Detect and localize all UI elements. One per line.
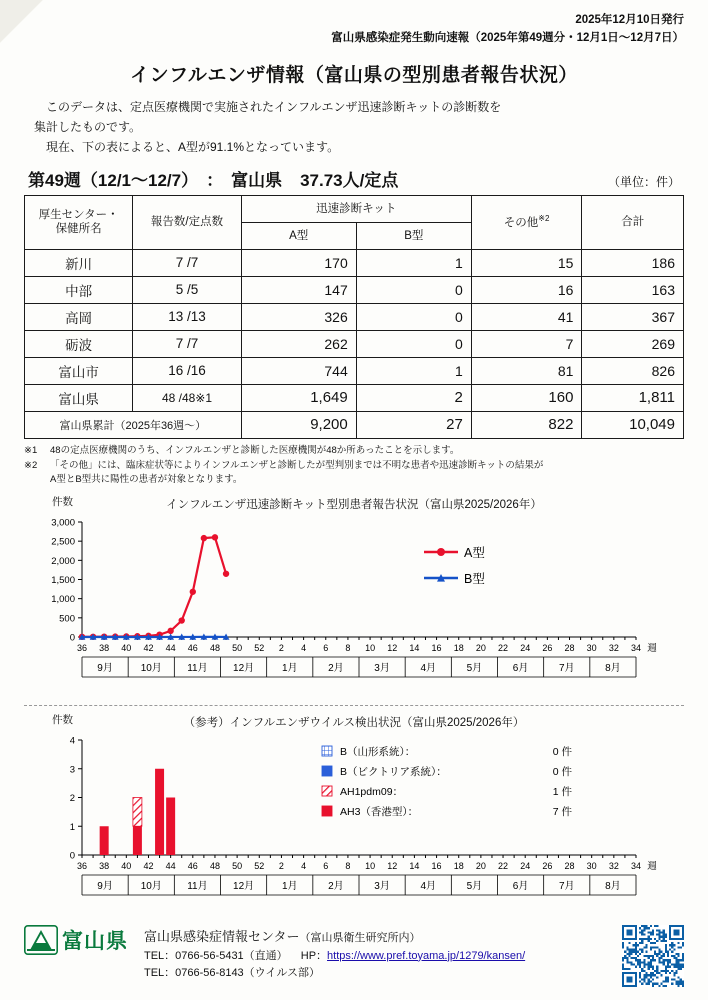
svg-text:28: 28 — [564, 642, 575, 653]
bar-chart-title: （参考）インフルエンザウイルス検出状況（富山県2025/2026年） — [183, 716, 525, 729]
hp-label: HP： — [300, 949, 328, 962]
svg-text:36: 36 — [76, 860, 88, 871]
qr-code-icon — [622, 925, 684, 987]
svg-text:46: 46 — [187, 642, 198, 653]
table-row — [25, 330, 684, 357]
line-chart — [24, 512, 684, 697]
th-center-l2: 保健所名 — [55, 223, 102, 236]
cell-other: 822 — [471, 411, 582, 438]
cell-reports: 13 /13 — [133, 303, 241, 330]
svg-text:4月: 4月 — [420, 880, 437, 892]
th-other: その他$^{※2}$ — [471, 195, 582, 249]
th-total: 合計 — [582, 195, 684, 249]
svg-text:2: 2 — [278, 642, 284, 653]
cell-name-cumulative: 富山県累計（2025年36週〜） — [25, 411, 242, 438]
document-footer — [24, 925, 684, 987]
svg-text:1月: 1月 — [281, 662, 298, 674]
svg-text:38: 38 — [99, 860, 110, 871]
cell-total: 163 — [582, 276, 684, 303]
th-center-l1: 厚生センター・ — [38, 208, 119, 221]
svg-text:26: 26 — [542, 860, 553, 871]
svg-text:50: 50 — [232, 860, 243, 871]
svg-text:24: 24 — [520, 860, 531, 871]
svg-text:2: 2 — [69, 792, 75, 804]
table-footnotes — [24, 444, 684, 488]
svg-text:10月: 10月 — [140, 662, 162, 674]
svg-text:3月: 3月 — [374, 880, 390, 892]
svg-text:10: 10 — [365, 642, 376, 653]
bar-chart — [24, 730, 684, 915]
cell-a: 744 — [241, 357, 356, 384]
svg-text:3,000: 3,000 — [51, 517, 75, 529]
svg-text:46: 46 — [187, 860, 198, 871]
cell-name: 富山県 — [25, 384, 133, 411]
toyama-logo — [24, 925, 144, 955]
svg-text:4: 4 — [301, 642, 307, 653]
svg-text:26: 26 — [542, 642, 553, 653]
rate-value: 37.73人/定点 — [300, 170, 399, 190]
lead-line-1: このデータは、定点医療機関で実施されたインフルエンザ迅速診断キットの診断数を — [46, 99, 502, 114]
svg-text:42: 42 — [143, 860, 154, 871]
svg-text:2,500: 2,500 — [51, 536, 75, 548]
footnote-2 — [24, 459, 684, 474]
footnote-2-text: 「その他」には、臨床症状等によりインフルエンザと診断したが型判別までは不明な患者や迅速診断キットの結果が — [50, 459, 544, 471]
cell-reports: 7 /7 — [133, 249, 241, 276]
cell-reports: 7 /7 — [133, 330, 241, 357]
cell-name: 中部 — [25, 276, 133, 303]
svg-text:2月: 2月 — [328, 880, 344, 892]
svg-text:10月: 10月 — [140, 880, 162, 892]
svg-text:38: 38 — [99, 642, 110, 653]
svg-text:22: 22 — [498, 642, 509, 653]
svg-text:A型: A型 — [464, 545, 485, 560]
table-row — [25, 357, 684, 384]
svg-text:6: 6 — [323, 860, 329, 871]
svg-text:9月: 9月 — [97, 880, 113, 892]
svg-text:AH3（香港型）：: AH3（香港型）： — [340, 805, 419, 818]
lead-paragraph — [34, 97, 678, 158]
svg-text:2月: 2月 — [328, 662, 344, 674]
table-row — [25, 303, 684, 330]
svg-text:8: 8 — [345, 642, 351, 653]
footnote-1-text: 48の定点医療機関のうち、インフルエンザと診断した医療機関が48か所あったことを示します。 — [50, 444, 460, 456]
svg-text:40: 40 — [121, 860, 132, 871]
svg-text:1,000: 1,000 — [51, 594, 75, 606]
org-sub: （富山県衛生研究所内） — [299, 931, 421, 944]
cell-a: 262 — [241, 330, 356, 357]
lead-line-3: 現在、下の表によると、A型が91.1%となっています。 — [46, 140, 340, 155]
svg-text:18: 18 — [453, 860, 464, 871]
svg-text:2,000: 2,000 — [51, 555, 75, 567]
svg-text:1 件: 1 件 — [552, 785, 572, 798]
cell-total: 826 — [582, 357, 684, 384]
cell-total: 10,049 — [582, 411, 684, 438]
pref-label: 富山県 — [231, 170, 283, 190]
svg-text:8: 8 — [345, 860, 351, 871]
svg-text:6: 6 — [323, 642, 329, 653]
svg-text:2: 2 — [278, 860, 284, 871]
svg-text:16: 16 — [431, 642, 442, 653]
cell-name: 新川 — [25, 249, 133, 276]
svg-text:6月: 6月 — [512, 880, 529, 892]
svg-text:30: 30 — [586, 642, 597, 653]
footnote-1 — [24, 444, 684, 459]
svg-text:30: 30 — [586, 860, 597, 871]
mountain-logo-icon — [24, 925, 58, 955]
tel1: TEL：0766-56-5431（直通） — [144, 949, 288, 962]
table-row — [25, 384, 684, 411]
cell-reports: 5 /5 — [133, 276, 241, 303]
document-header — [24, 12, 684, 48]
svg-text:36: 36 — [76, 642, 88, 653]
cell-name: 富山市 — [25, 357, 133, 384]
table-row — [25, 249, 684, 276]
cell-b: 27 — [356, 411, 471, 438]
svg-text:24: 24 — [520, 642, 531, 653]
cell-b: 0 — [356, 276, 471, 303]
bulletin-line: 富山県感染症発生動向速報（2025年第49週分・12月1日〜12月7日） — [331, 31, 684, 44]
cell-reports: 16 /16 — [133, 357, 241, 384]
cell-a: 9,200 — [241, 411, 356, 438]
svg-text:44: 44 — [165, 860, 176, 871]
hp-link[interactable]: https://www.pref.toyama.jp/1279/kansen/ — [327, 949, 526, 962]
svg-text:48: 48 — [209, 642, 220, 653]
svg-text:8月: 8月 — [605, 880, 621, 892]
org-name: 富山県感染症情報センター — [144, 928, 300, 944]
svg-text:34: 34 — [630, 642, 642, 653]
svg-text:12: 12 — [387, 860, 398, 871]
influenza-table — [24, 195, 684, 439]
svg-text:14: 14 — [409, 860, 420, 871]
cell-name: 砺波 — [25, 330, 133, 357]
svg-text:5月: 5月 — [466, 662, 483, 674]
cell-total: 1,811 — [582, 384, 684, 411]
table-body — [25, 249, 684, 438]
issue-date: 2025年12月10日発行 — [575, 14, 684, 26]
tel-hp-line — [144, 948, 616, 966]
footnote-1-label: ※1 — [24, 444, 38, 456]
cell-other: 81 — [471, 357, 582, 384]
week-label: 第49週（12/1〜12/7） — [28, 170, 199, 190]
svg-text:4: 4 — [301, 860, 307, 871]
cell-other: 16 — [471, 276, 582, 303]
svg-text:1: 1 — [69, 821, 75, 833]
svg-text:5月: 5月 — [466, 880, 483, 892]
week-colon: ： — [206, 170, 224, 190]
svg-text:4: 4 — [69, 735, 75, 747]
th-center — [25, 195, 133, 249]
svg-text:9月: 9月 — [97, 662, 113, 674]
cell-b: 0 — [356, 330, 471, 357]
svg-text:34: 34 — [630, 860, 642, 871]
th-kit: 迅速診断キット — [241, 195, 471, 222]
svg-text:11月: 11月 — [187, 662, 208, 674]
svg-text:22: 22 — [498, 860, 509, 871]
svg-text:AH1pdm09：: AH1pdm09： — [340, 785, 404, 798]
cell-a: 147 — [241, 276, 356, 303]
svg-text:14: 14 — [409, 642, 420, 653]
svg-text:32: 32 — [608, 860, 619, 871]
svg-text:0 件: 0 件 — [552, 745, 572, 758]
svg-text:20: 20 — [475, 860, 486, 871]
th-reports: 報告数/定点数 — [133, 195, 241, 249]
cell-reports: 48 /48※1 — [133, 384, 241, 411]
svg-text:7月: 7月 — [558, 662, 575, 674]
tel2: TEL：0766-56-8143（ウイルス部） — [144, 967, 321, 980]
svg-text:12: 12 — [387, 642, 398, 653]
svg-text:10: 10 — [365, 860, 376, 871]
svg-text:16: 16 — [431, 860, 442, 871]
cell-total: 269 — [582, 330, 684, 357]
bar-chart-block — [24, 714, 684, 915]
svg-text:週: 週 — [647, 860, 657, 872]
svg-text:32: 32 — [608, 642, 619, 653]
svg-text:52: 52 — [254, 642, 265, 653]
svg-text:44: 44 — [165, 642, 176, 653]
svg-text:40: 40 — [121, 642, 132, 653]
cell-other: 15 — [471, 249, 582, 276]
cell-total: 367 — [582, 303, 684, 330]
line-chart-title: インフルエンザ迅速診断キット型別患者報告状況（富山県2025/2026年） — [166, 498, 542, 511]
svg-text:B型: B型 — [464, 571, 485, 586]
table-row — [25, 276, 684, 303]
cell-other: 7 — [471, 330, 582, 357]
svg-text:3: 3 — [69, 764, 75, 776]
cell-other: 160 — [471, 384, 582, 411]
line-chart-block — [24, 496, 684, 697]
svg-text:20: 20 — [475, 642, 486, 653]
th-type-b: B型 — [356, 222, 471, 249]
svg-text:500: 500 — [59, 613, 75, 625]
svg-text:1月: 1月 — [281, 880, 298, 892]
svg-text:7月: 7月 — [558, 880, 575, 892]
svg-text:52: 52 — [254, 860, 265, 871]
section-divider — [24, 705, 684, 706]
svg-text:11月: 11月 — [187, 880, 208, 892]
svg-text:週: 週 — [647, 642, 657, 654]
svg-text:12月: 12月 — [233, 880, 255, 892]
svg-text:28: 28 — [564, 860, 575, 871]
cell-a: 326 — [241, 303, 356, 330]
org-line — [144, 927, 616, 948]
svg-text:7 件: 7 件 — [552, 805, 572, 818]
cell-b: 1 — [356, 249, 471, 276]
unit-label: （単位：件） — [607, 174, 680, 189]
page-corner-fold — [0, 0, 46, 46]
cell-a: 170 — [241, 249, 356, 276]
footnote-2-label: ※2 — [24, 459, 38, 471]
svg-text:3月: 3月 — [374, 662, 390, 674]
cell-other: 41 — [471, 303, 582, 330]
svg-text:0: 0 — [69, 632, 75, 644]
svg-text:8月: 8月 — [605, 662, 621, 674]
cell-a: 1,649 — [241, 384, 356, 411]
footer-contact — [144, 925, 616, 983]
cell-name: 高岡 — [25, 303, 133, 330]
cell-b: 1 — [356, 357, 471, 384]
page-title: インフルエンザ情報（富山県の型別患者報告状況） — [130, 64, 578, 86]
week-summary — [28, 166, 680, 191]
th-type-a: A型 — [241, 222, 356, 249]
cell-total: 186 — [582, 249, 684, 276]
svg-text:48: 48 — [209, 860, 220, 871]
svg-text:50: 50 — [232, 642, 243, 653]
bar-chart-unit: 件数 — [52, 713, 73, 726]
svg-text:42: 42 — [143, 642, 154, 653]
svg-text:12月: 12月 — [233, 662, 255, 674]
table-row — [25, 411, 684, 438]
svg-text:B（山形系統）：: B（山形系統）： — [340, 745, 416, 758]
svg-text:0 件: 0 件 — [552, 765, 572, 778]
lead-line-2: 集計したものです。 — [34, 120, 142, 135]
cell-b: 0 — [356, 303, 471, 330]
svg-text:B（ビクトリア系統）：: B（ビクトリア系統）： — [340, 765, 447, 778]
cell-b: 2 — [356, 384, 471, 411]
footnote-2-sub: A型とB型共に陽性の患者が対象となります。 — [50, 474, 243, 486]
svg-text:0: 0 — [69, 850, 75, 862]
svg-text:1,500: 1,500 — [51, 574, 75, 586]
svg-text:6月: 6月 — [512, 662, 529, 674]
svg-text:18: 18 — [453, 642, 464, 653]
qr-code — [622, 925, 684, 987]
svg-text:4月: 4月 — [420, 662, 437, 674]
table-header-row-1 — [25, 195, 684, 222]
logo-text: 富山県 — [62, 929, 128, 953]
line-chart-unit: 件数 — [52, 495, 73, 508]
